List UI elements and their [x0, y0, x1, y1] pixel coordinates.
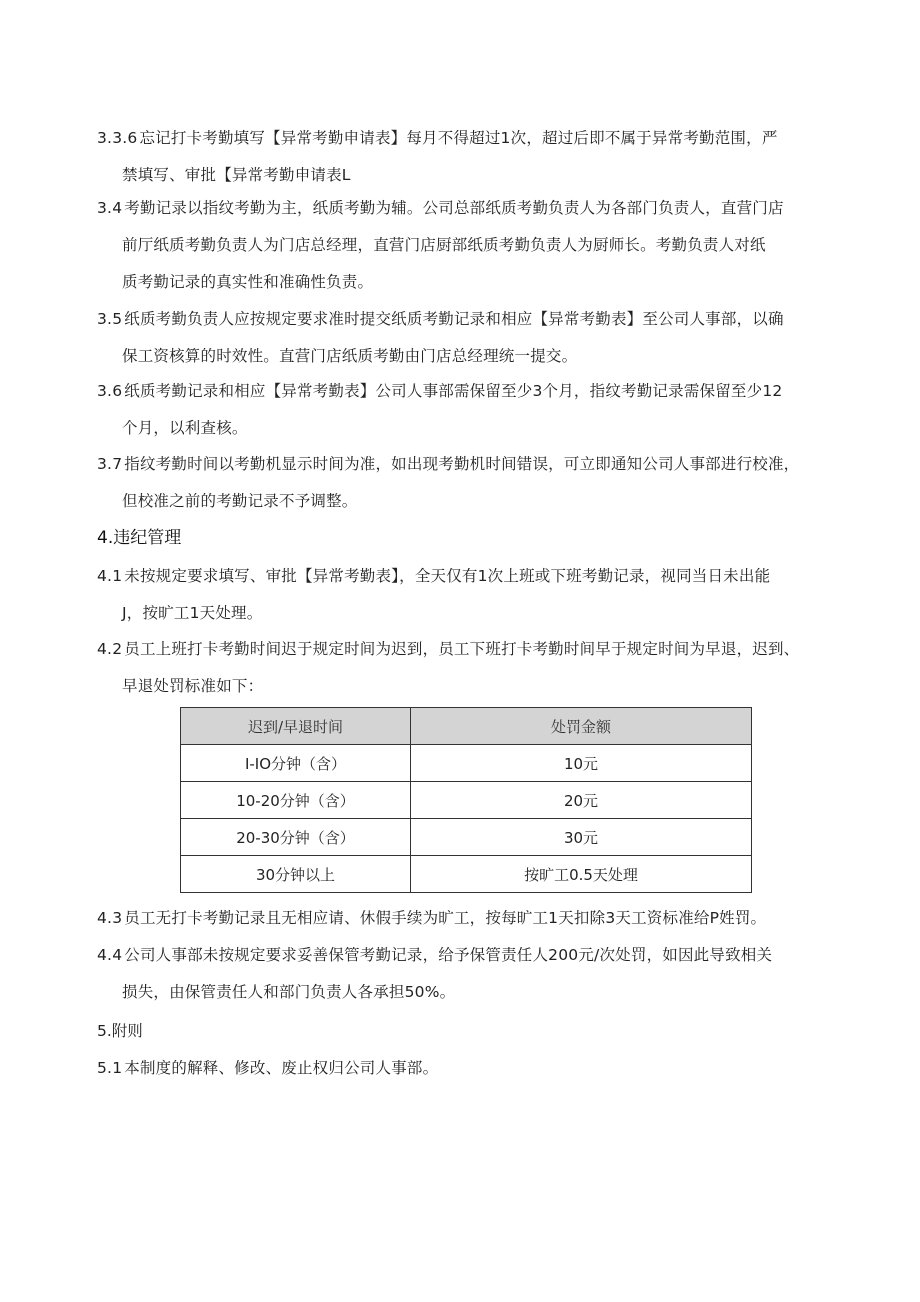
cell-amount: 30元	[411, 819, 752, 856]
paragraph-5-1	[97, 1050, 842, 1087]
table-row	[181, 782, 752, 819]
section-number: 3.4	[97, 199, 123, 217]
table-header-row	[181, 708, 752, 745]
paragraph-continuation: 保工资核算的时效性。直营门店纸质考勤由门店总经理统一提交。	[122, 347, 578, 365]
paragraph-4-3	[97, 900, 842, 937]
section-number: 4.4	[97, 946, 123, 964]
paragraph-text: 公司人事部未按规定要求妥善保管考勤记录，给予保管责任人200元/次处罚，如因此导致相关	[124, 946, 773, 964]
paragraph-continuation: J，按旷工1天处理。	[122, 604, 263, 622]
section-number: 5.1	[97, 1059, 123, 1077]
table-row	[181, 745, 752, 782]
section-heading-5: 5.附则	[97, 1022, 143, 1040]
paragraph-text: 员工无打卡考勤记录且无相应请、休假手续为旷工，按每旷工1天扣除3天工资标准给P姓罚。	[124, 909, 767, 927]
section-number: 3.5	[97, 310, 123, 328]
paragraph-4-2	[97, 631, 842, 705]
section-number: 4.3	[97, 909, 123, 927]
cell-time: 20-30分钟（含）	[181, 819, 411, 856]
paragraph-continuation: 质考勤记录的真实性和准确性负责。	[122, 273, 374, 291]
header-cell-time: 迟到/早退时间	[181, 708, 411, 745]
cell-amount: 10元	[411, 745, 752, 782]
section-number: 3.3.6	[97, 129, 138, 147]
paragraph-text: 员工上班打卡考勤时间迟于规定时间为迟到，员工下班打卡考勤时间早于规定时间为早退，迟到、	[124, 640, 800, 658]
paragraph-3-6	[97, 373, 842, 447]
table-row	[181, 819, 752, 856]
cell-time: I-IO分钟（含）	[181, 745, 411, 782]
table-row	[181, 856, 752, 893]
paragraph-text: 未按规定要求填写、审批【异常考勤表】，全天仅有1次上班或下班考勤记录，视同当日未出能	[124, 567, 771, 585]
section-number: 3.7	[97, 455, 123, 473]
cell-amount: 20元	[411, 782, 752, 819]
paragraph-3-4	[97, 190, 842, 301]
section-number: 3.6	[97, 382, 123, 400]
paragraph-text: 纸质考勤记录和相应【异常考勤表】公司人事部需保留至少3个月，指纹考勤记录需保留至少12	[124, 382, 783, 400]
paragraph-text: 指纹考勤时间以考勤机显示时间为准，如出现考勤机时间错误，可立即通知公司人事部进行校准，	[124, 455, 800, 473]
paragraph-3-5	[97, 301, 842, 375]
cell-time: 10-20分钟（含）	[181, 782, 411, 819]
penalty-table	[180, 707, 752, 893]
paragraph-continuation: 个月，以利查核。	[122, 419, 248, 437]
paragraph-continuation: 禁填写、审批【异常考勤申请表L	[122, 166, 351, 184]
paragraph-text: 本制度的解释、修改、废止权归公司人事部。	[124, 1059, 439, 1077]
paragraph-4-4	[97, 937, 842, 1011]
cell-time: 30分钟以上	[181, 856, 411, 893]
paragraph-continuation: 早退处罚标准如下：	[122, 677, 264, 695]
paragraph-3-7	[97, 446, 842, 520]
paragraph-continuation: 但校准之前的考勤记录不予调整。	[122, 492, 358, 510]
paragraph-4-1	[97, 558, 842, 632]
section-number: 4.2	[97, 640, 123, 658]
paragraph-text: 考勤记录以指纹考勤为主，纸质考勤为辅。公司总部纸质考勤负责人为各部门负责人，直营门店	[124, 199, 784, 217]
cell-amount: 按旷工0.5天处理	[411, 856, 752, 893]
section-number: 4.1	[97, 567, 123, 585]
paragraph-3-3-6	[97, 120, 842, 194]
paragraph-text: 纸质考勤负责人应按规定要求准时提交纸质考勤记录和相应【异常考勤表】至公司人事部，以确	[124, 310, 784, 328]
paragraph-text: 忘记打卡考勤填写【异常考勤申请表】每月不得超过1次，超过后即不属于异常考勤范围，严	[139, 129, 778, 147]
paragraph-continuation: 前厅纸质考勤负责人为门店总经理，直营门店厨部纸质考勤负责人为厨师长。考勤负责人对纸	[122, 236, 766, 254]
header-cell-amount: 处罚金额	[411, 708, 752, 745]
section-heading-4: 4.违纪管理	[97, 528, 182, 548]
paragraph-continuation: 损失，由保管责任人和部门负责人各承担50%。	[122, 983, 456, 1001]
